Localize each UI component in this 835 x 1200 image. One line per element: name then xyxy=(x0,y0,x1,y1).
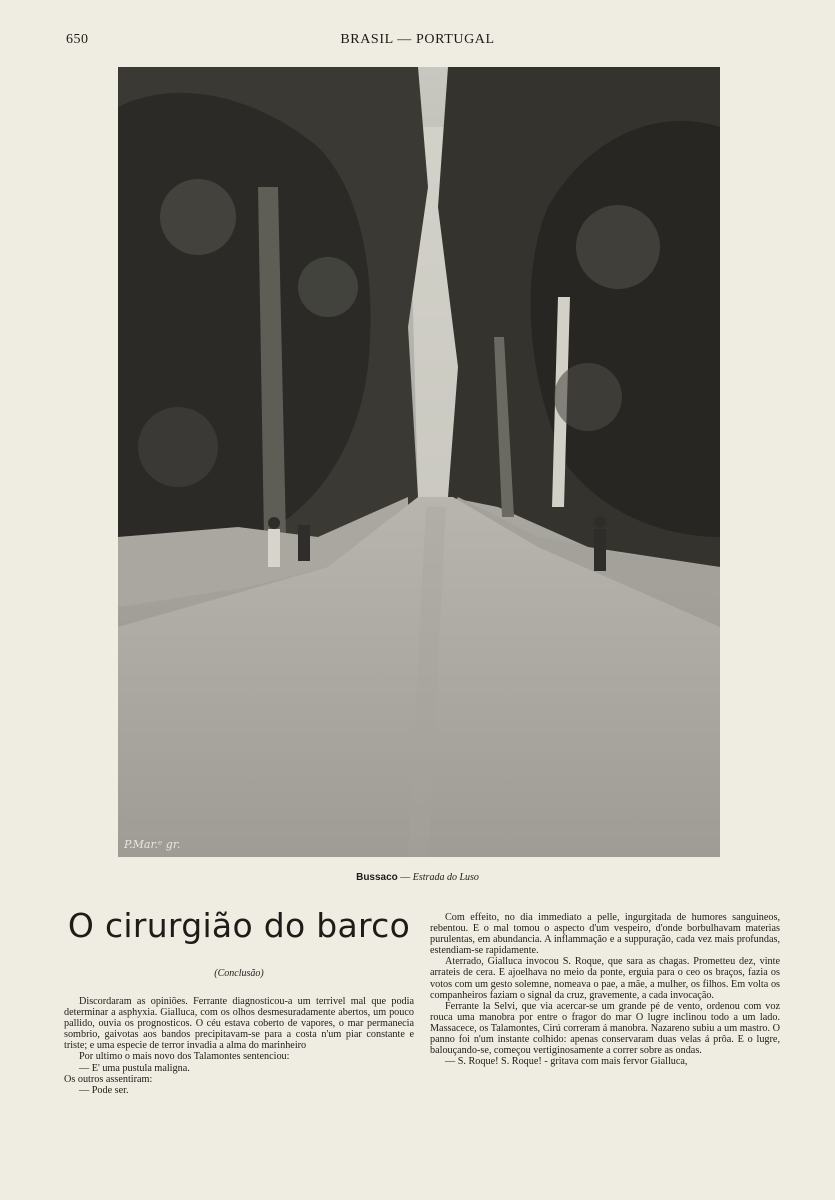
paragraph: Os outros assentiram: xyxy=(64,1073,153,1085)
paragraph: Aterrado, Gialluca invocou S. Roque, que sara as chagas. Prometteu dez, vinte arrateis de cera. E ajoelhava no meio da ponte, erguia para o ceo os braços, fazia os votos com um gesto solemne, nomeava o pae, a mãe, a mulher, os filhos. Em volta os companheiros faziam o signal da cruz, gravemente, a cada invocação. xyxy=(430,956,780,1001)
photograph-bussaco-road xyxy=(118,67,720,857)
engraver-signature: P.Mar.ᵉ gr. xyxy=(124,838,181,851)
paragraph: — S. Roque! S. Roque! - gritava com mais fervor Gialluca, xyxy=(445,1056,688,1068)
caption-description: Estrada do Luso xyxy=(412,872,479,883)
running-title: BRASIL — PORTUGAL xyxy=(340,32,495,47)
paragraph: — Pode ser. xyxy=(79,1084,129,1096)
photo-caption xyxy=(0,872,835,883)
page-number: 650 xyxy=(66,32,89,47)
caption-place: Bussaco xyxy=(356,872,398,883)
paragraph: Ferrante la Selvi, que via acercar-se um grande pé de vento, ordenou com voz rouca uma manobra por entre o fragor do mar O lugre inclinou todo a um lado. Massacece, os Talamontes, Cirú correram á manobra. Nazareno subiu a um mastro. O panno foi n'um instante colhido: apenas conservaram duas velas á prôa. E o lugre, balouçando-se, começou vertiginosamente a correr sobre as ondas. xyxy=(430,1000,780,1057)
caption-separator: — xyxy=(397,872,413,883)
article-title: O cirurgião do barco xyxy=(67,906,411,945)
paragraph: Por ultimo o mais novo dos Talamontes sentenciou: xyxy=(79,1051,290,1063)
article-subtitle: (Conclusão) xyxy=(214,968,264,979)
photo-illustration xyxy=(118,67,720,857)
left-text-column xyxy=(64,996,414,1096)
paragraph: Com effeito, no dia immediato a pelle, ingurgitada de humores sanguineos, rebentou. E o mal tomou o aspecto d'um vespeiro, d'onde borbulhavam materias purulentas, em abundancia. A inflammação e a suppuração, cada vez mais profundas, estendiam-se rapidamente. xyxy=(430,912,780,957)
right-text-column xyxy=(430,912,780,1067)
paragraph: — E' uma pustula maligna. xyxy=(79,1062,190,1074)
paragraph: Discordaram as opiniões. Ferrante diagnosticou-a um terrivel mal que podia determinar a asphyxia. Gialluca, com os olhos desmesuradamente abertos, um pouco pallido, ouvia os prognosticos. O céu estava coberto de vapores, o mar permanecia sombrio, gaivotas aos bandos precipitavam-se para a costa n'um piar constante e triste; e uma especie de terror invadia a alma do marinheiro xyxy=(64,996,414,1052)
